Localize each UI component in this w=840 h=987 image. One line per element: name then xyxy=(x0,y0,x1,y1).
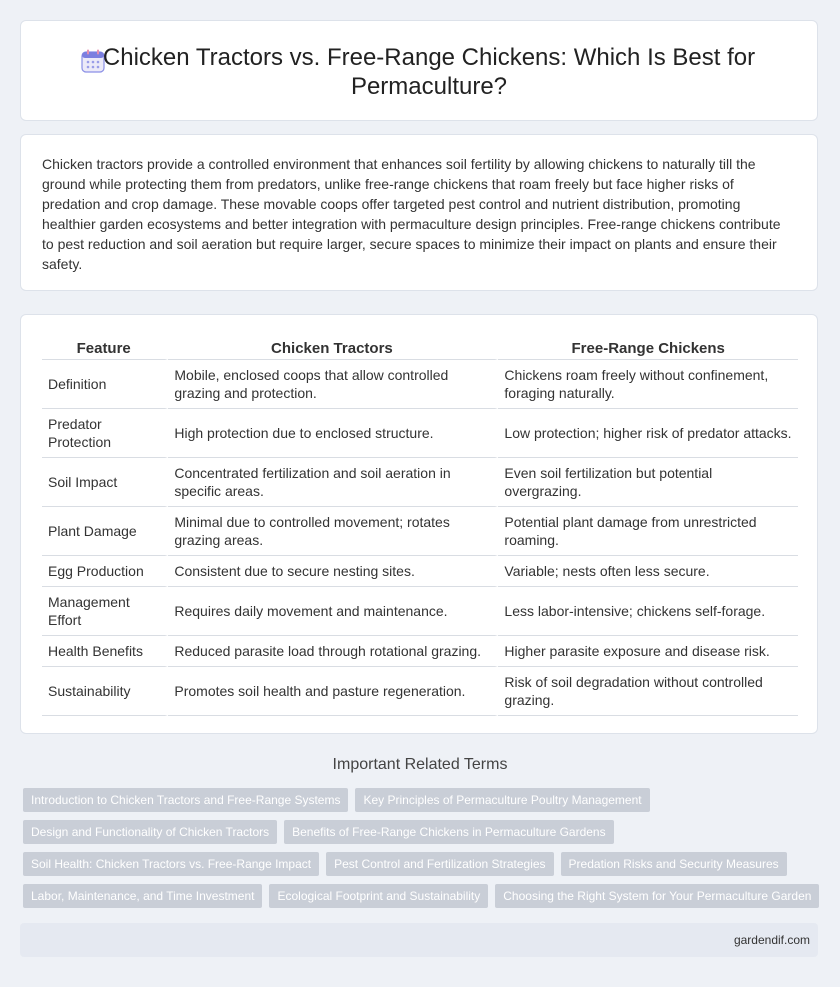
table-header-row xyxy=(42,335,798,360)
feature-cell: Plant Damage xyxy=(42,507,168,556)
tag-row xyxy=(23,884,823,908)
table-row xyxy=(42,409,798,458)
table-row xyxy=(42,507,798,556)
related-term-tag[interactable]: Benefits of Free-Range Chickens in Permaculture Gardens xyxy=(284,820,613,844)
intro-card xyxy=(20,134,818,291)
free-range-cell: Variable; nests often less secure. xyxy=(498,556,798,587)
free-range-cell: Risk of soil degradation without controlled grazing. xyxy=(498,667,798,716)
table-row xyxy=(42,458,798,507)
tractor-cell: High protection due to enclosed structure. xyxy=(168,409,498,458)
related-term-tag[interactable]: Choosing the Right System for Your Permaculture Garden xyxy=(495,884,819,908)
header-card xyxy=(20,20,818,121)
header-free-range-chickens: Free-Range Chickens xyxy=(498,335,798,360)
table-row xyxy=(42,587,798,636)
table-row xyxy=(42,360,798,409)
related-term-tag[interactable]: Ecological Footprint and Sustainability xyxy=(269,884,488,908)
page-title: Chicken Tractors vs. Free-Range Chickens: Which Is Best for Permaculture? xyxy=(102,44,756,100)
free-range-cell: Less labor-intensive; chickens self-forage. xyxy=(498,587,798,636)
related-term-tag[interactable]: Pest Control and Fertilization Strategies xyxy=(326,852,553,876)
comparison-table xyxy=(42,335,798,716)
feature-cell: Definition xyxy=(42,360,168,409)
header-feature: Feature xyxy=(42,335,168,360)
tag-row xyxy=(23,788,823,812)
tag-row xyxy=(23,852,823,876)
tractor-cell: Requires daily movement and maintenance. xyxy=(168,587,498,636)
header-chicken-tractors: Chicken Tractors xyxy=(168,335,498,360)
tractor-cell: Concentrated fertilization and soil aeration in specific areas. xyxy=(168,458,498,507)
related-term-tag[interactable]: Key Principles of Permaculture Poultry Management xyxy=(355,788,649,812)
table-row xyxy=(42,556,798,587)
related-terms-list xyxy=(23,788,823,916)
tractor-cell: Consistent due to secure nesting sites. xyxy=(168,556,498,587)
table-row xyxy=(42,667,798,716)
footer-site-link[interactable]: gardendif.com xyxy=(733,933,810,947)
feature-cell: Soil Impact xyxy=(42,458,168,507)
free-range-cell: Low protection; higher risk of predator attacks. xyxy=(498,409,798,458)
tag-row xyxy=(23,820,823,844)
feature-cell: Predator Protection xyxy=(42,409,168,458)
related-term-tag[interactable]: Design and Functionality of Chicken Tractors xyxy=(23,820,277,844)
tractor-cell: Promotes soil health and pasture regeneration. xyxy=(168,667,498,716)
tractor-cell: Mobile, enclosed coops that allow controlled grazing and protection. xyxy=(168,360,498,409)
comparison-card xyxy=(20,314,818,734)
free-range-cell: Chickens roam freely without confinement, foraging naturally. xyxy=(498,360,798,409)
tractor-cell: Minimal due to controlled movement; rotates grazing areas. xyxy=(168,507,498,556)
feature-cell: Management Effort xyxy=(42,587,168,636)
related-term-tag[interactable]: Introduction to Chicken Tractors and Free-Range Systems xyxy=(23,788,348,812)
free-range-cell: Even soil fertilization but potential overgrazing. xyxy=(498,458,798,507)
tractor-cell: Reduced parasite load through rotational grazing. xyxy=(168,636,498,667)
table-row xyxy=(42,636,798,667)
feature-cell: Sustainability xyxy=(42,667,168,716)
related-term-tag[interactable]: Predation Risks and Security Measures xyxy=(561,852,787,876)
free-range-cell: Potential plant damage from unrestricted roaming. xyxy=(498,507,798,556)
feature-cell: Health Benefits xyxy=(42,636,168,667)
related-term-tag[interactable]: Labor, Maintenance, and Time Investment xyxy=(23,884,262,908)
related-term-tag[interactable]: Soil Health: Chicken Tractors vs. Free-Range Impact xyxy=(23,852,319,876)
footer xyxy=(20,923,818,957)
feature-cell: Egg Production xyxy=(42,556,168,587)
related-terms-heading: Important Related Terms xyxy=(332,756,508,773)
free-range-cell: Higher parasite exposure and disease risk. xyxy=(498,636,798,667)
intro-paragraph: Chicken tractors provide a controlled environment that enhances soil fertility by allowing chickens to naturally till the ground while protecting them from predators, unlike free-range chickens that roam freely but face higher risks of predation and crop damage. These movable coops offer targeted pest control and nutrient distribution, promoting healthier garden ecosystems and better integration with permaculture design principles. Free-range chickens contribute to pest reduction and soil aeration but require larger, secure spaces to minimize their impact on plants and ensure their safety. xyxy=(42,156,781,272)
